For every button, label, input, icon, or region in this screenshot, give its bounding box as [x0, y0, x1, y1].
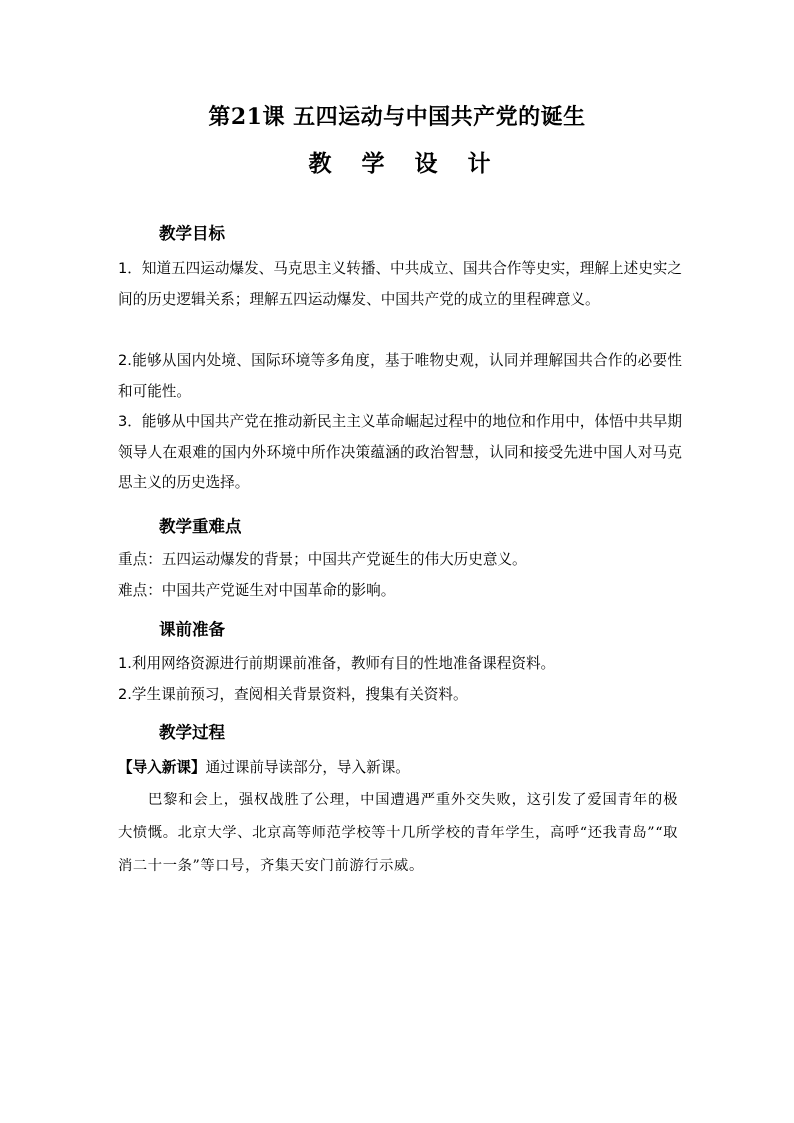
objectives-heading: 教学目标 [159, 224, 225, 243]
preparation-heading: 课前准备 [159, 620, 225, 639]
lesson-title: 第21课 五四运动与中国共产党的诞生 [208, 104, 586, 130]
process-intro-text: 通过课前导读部分，导入新课。 [205, 759, 410, 776]
preparation-item-2: 2.学生课前预习，查阅相关背景资料，搜集有关资料。 [118, 686, 468, 703]
process-intro [118, 757, 698, 779]
key-point-difficult: 难点：中国共产党诞生对中国革命的影响。 [118, 582, 396, 599]
preparation-item-1: 1.利用网络资源进行前期课前准备，教师有目的性地准备课程资料。 [118, 655, 556, 672]
objective-item-1: 1．知道五四运动爆发、马克思主义转播、中共成立、国共合作等史实，理解上述史实之间的历史逻辑关系；理解五四运动爆发、中国共产党的成立的里程碑意义。 [118, 260, 682, 308]
process-intro-label: 【导入新课】 [118, 759, 206, 776]
objective-item-2: 2.能够从国内处境、国际环境等多角度，基于唯物史观，认同并理解国共合作的必要性和可能性。 [118, 352, 682, 400]
key-point-important: 重点：五四运动爆发的背景；中国共产党诞生的伟大历史意义。 [118, 551, 527, 568]
process-heading: 教学过程 [159, 723, 225, 742]
objective-item-3: 3．能够从中国共产党在推动新民主主义革命崛起过程中的地位和作用中，体悟中共早期领导人在艰难的国内外环境中所作决策蕴涵的政治智慧，认同和接受先进中国人对马克思主义的历史选择。 [118, 413, 682, 491]
key-points-heading: 教学重难点 [159, 517, 242, 536]
process-quote: 巴黎和会上，强权战胜了公理，中国遭遇严重外交失败，这引发了爱国青年的极大愤慨。北京大学、北京高等师范学校等十几所学校的青年学生，高呼“还我青岛”“取消二十一条”等口号，齐集天安门前游行示威。 [118, 792, 679, 874]
document-subtitle: 教 学 设 计 [308, 150, 502, 177]
